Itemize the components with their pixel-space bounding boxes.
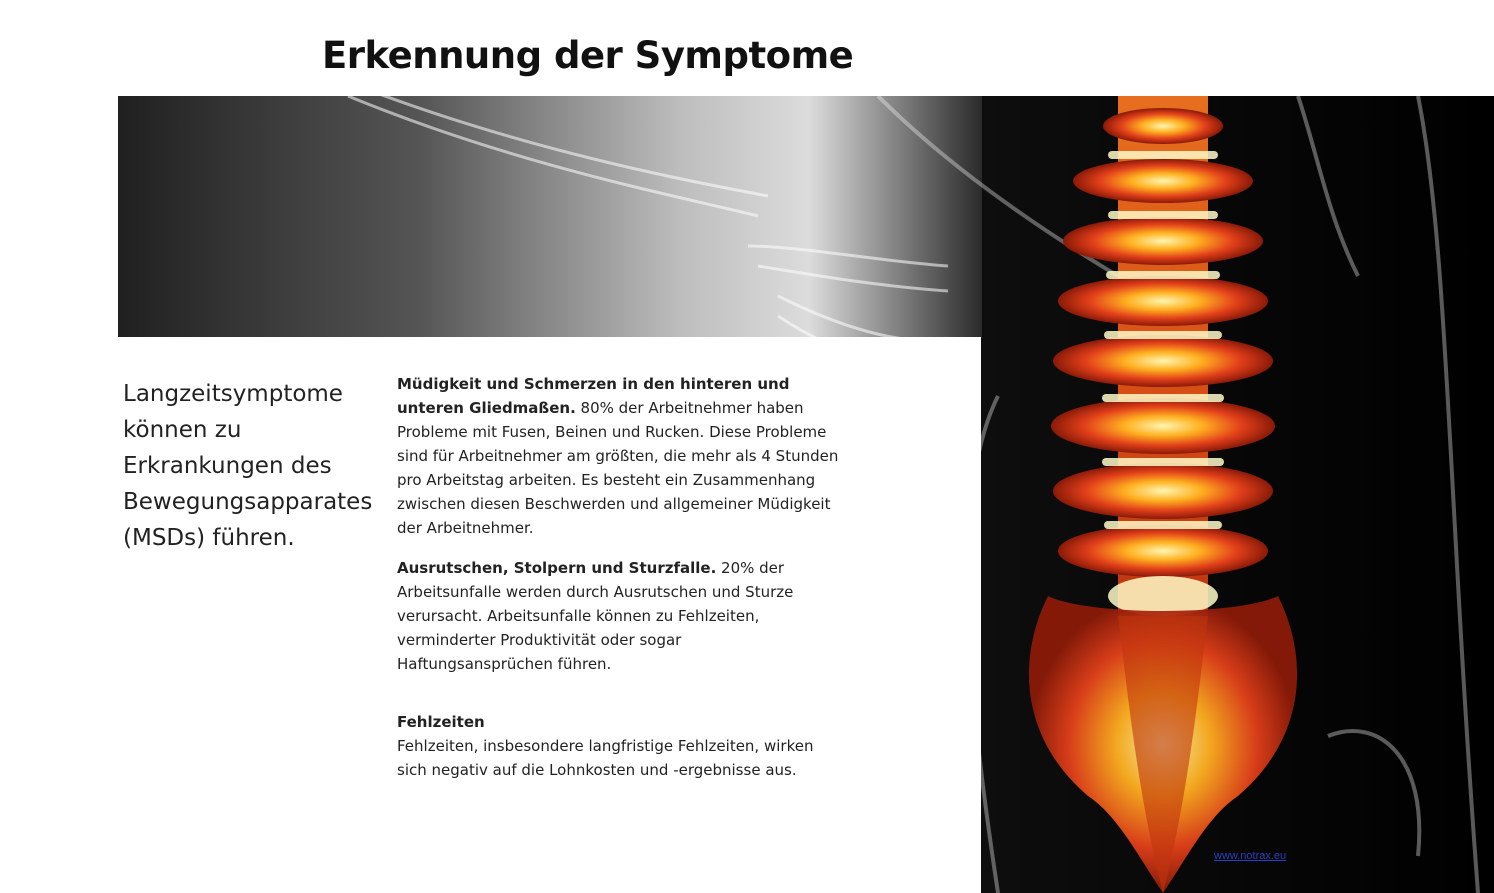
section-absence (397, 710, 837, 782)
section-heading: Fehlzeiten (397, 713, 485, 731)
website-link[interactable]: www.notrax.eu (1214, 850, 1287, 862)
section-fatigue (397, 372, 847, 540)
section-body: 20% der Arbeitsunfalle werden durch Ausrutschen und Sturze verursacht. Arbeitsunfalle können zu Fehlzeiten, verminderter Produktivität oder sogar Haftungsansprüchen führen. (397, 559, 794, 673)
section-slips (397, 556, 797, 676)
section-body: 80% der Arbeitnehmer haben Probleme mit Fusen, Beinen und Rucken. Diese Probleme sind für Arbeitnehmer am größten, die mehr als 4 Stunden pro Arbeitstag arbeiten. Es besteht ein Zusammenhang zwischen diesen Beschwerden und allgemeiner Müdigkeit der Arbeitnehmer. (397, 399, 839, 537)
intro-text: Langzeitsymptome können zu Erkrankungen des Bewegungsapparates (MSDs) führen. (123, 381, 373, 551)
section-body: Fehlzeiten, insbesondere langfristige Fehlzeiten, wirken sich negativ auf die Lohnkosten und -ergebnisse aus. (397, 737, 814, 779)
section-heading: Müdigkeit und Schmerzen in den hinteren und unteren Gliedmaßen. (397, 375, 790, 417)
section-heading: Ausrutschen, Stolpern und Sturzfalle. (397, 559, 717, 577)
page-title: Erkennung der Symptome (322, 34, 854, 77)
